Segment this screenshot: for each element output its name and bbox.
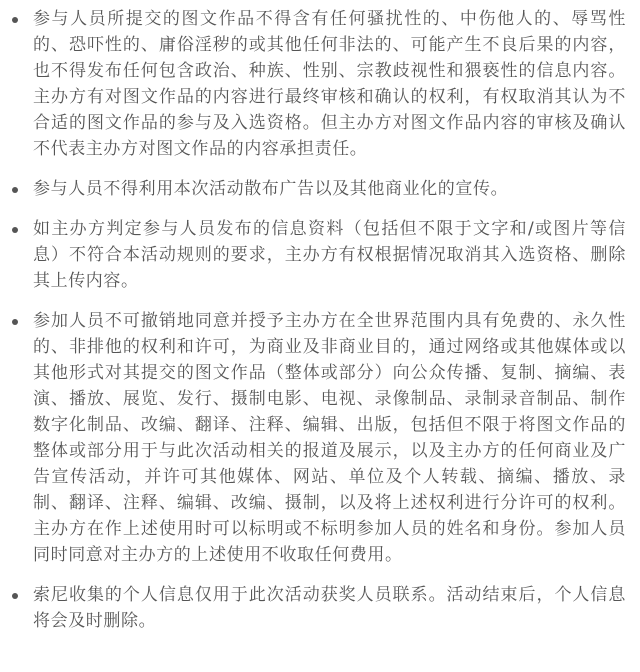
list-item: [0, 216, 640, 294]
bullet-icon: [12, 17, 18, 23]
bullet-icon: [12, 593, 18, 599]
list-item-text: 参与人员所提交的图文作品不得含有任何骚扰性的、中伤他人的、辱骂性的、恐吓性的、庸俗淫秽的或其他任何非法的、可能产生不良后果的内容，也不得发布任何包含政治、种族、性别、宗教歧视性和猥亵性的信息内容。主办方有对图文作品的内容进行最终审核和确认的权利，有权取消其认为不合适的图文作品的参与及入选资格。但主办方对图文作品内容的审核及确认不代表主办方对图文作品的内容承担责任。: [33, 9, 626, 159]
bullet-icon: [12, 227, 18, 233]
list-item-text: 参与人员不得利用本次活动散布广告以及其他商业化的宣传。: [33, 179, 509, 199]
list-item: [0, 582, 640, 634]
terms-list: [0, 6, 640, 634]
list-item: [0, 6, 640, 162]
list-item: [0, 308, 640, 568]
list-item-text: 参加人员不可撤销地同意并授予主办方在全世界范围内具有免费的、永久性的、非排他的权利和许可，为商业及非商业目的，通过网络或其他媒体或以其他形式对其提交的图文作品（整体或部分）向公众传播、复制、摘编、表演、播放、展览、发行、摄制电影、电视、录像制品、录制录音制品、制作数字化制品、改编、翻译、注释、编辑、出版，包括但不限于将图文作品的整体或部分用于与此次活动相关的报道及展示，以及主办方的任何商业及广告宣传活动，并许可其他媒体、网站、单位及个人转载、摘编、播放、录制、翻译、注释、编辑、改编、摄制，以及将上述权利进行分许可的权利。主办方在作上述使用时可以标明或不标明参加人员的姓名和身份。参加人员同时同意对主办方的上述使用不收取任何费用。: [33, 311, 626, 565]
list-item-text: 如主办方判定参与人员发布的信息资料（包括但不限于文字和/或图片等信息）不符合本活动规则的要求，主办方有权根据情况取消其入选资格、删除其上传内容。: [33, 219, 626, 291]
bullet-icon: [12, 187, 18, 193]
bullet-icon: [12, 319, 18, 325]
list-item-text: 索尼收集的个人信息仅用于此次活动获奖人员联系。活动结束后，个人信息将会及时删除。: [33, 585, 626, 631]
list-item: [0, 176, 640, 202]
